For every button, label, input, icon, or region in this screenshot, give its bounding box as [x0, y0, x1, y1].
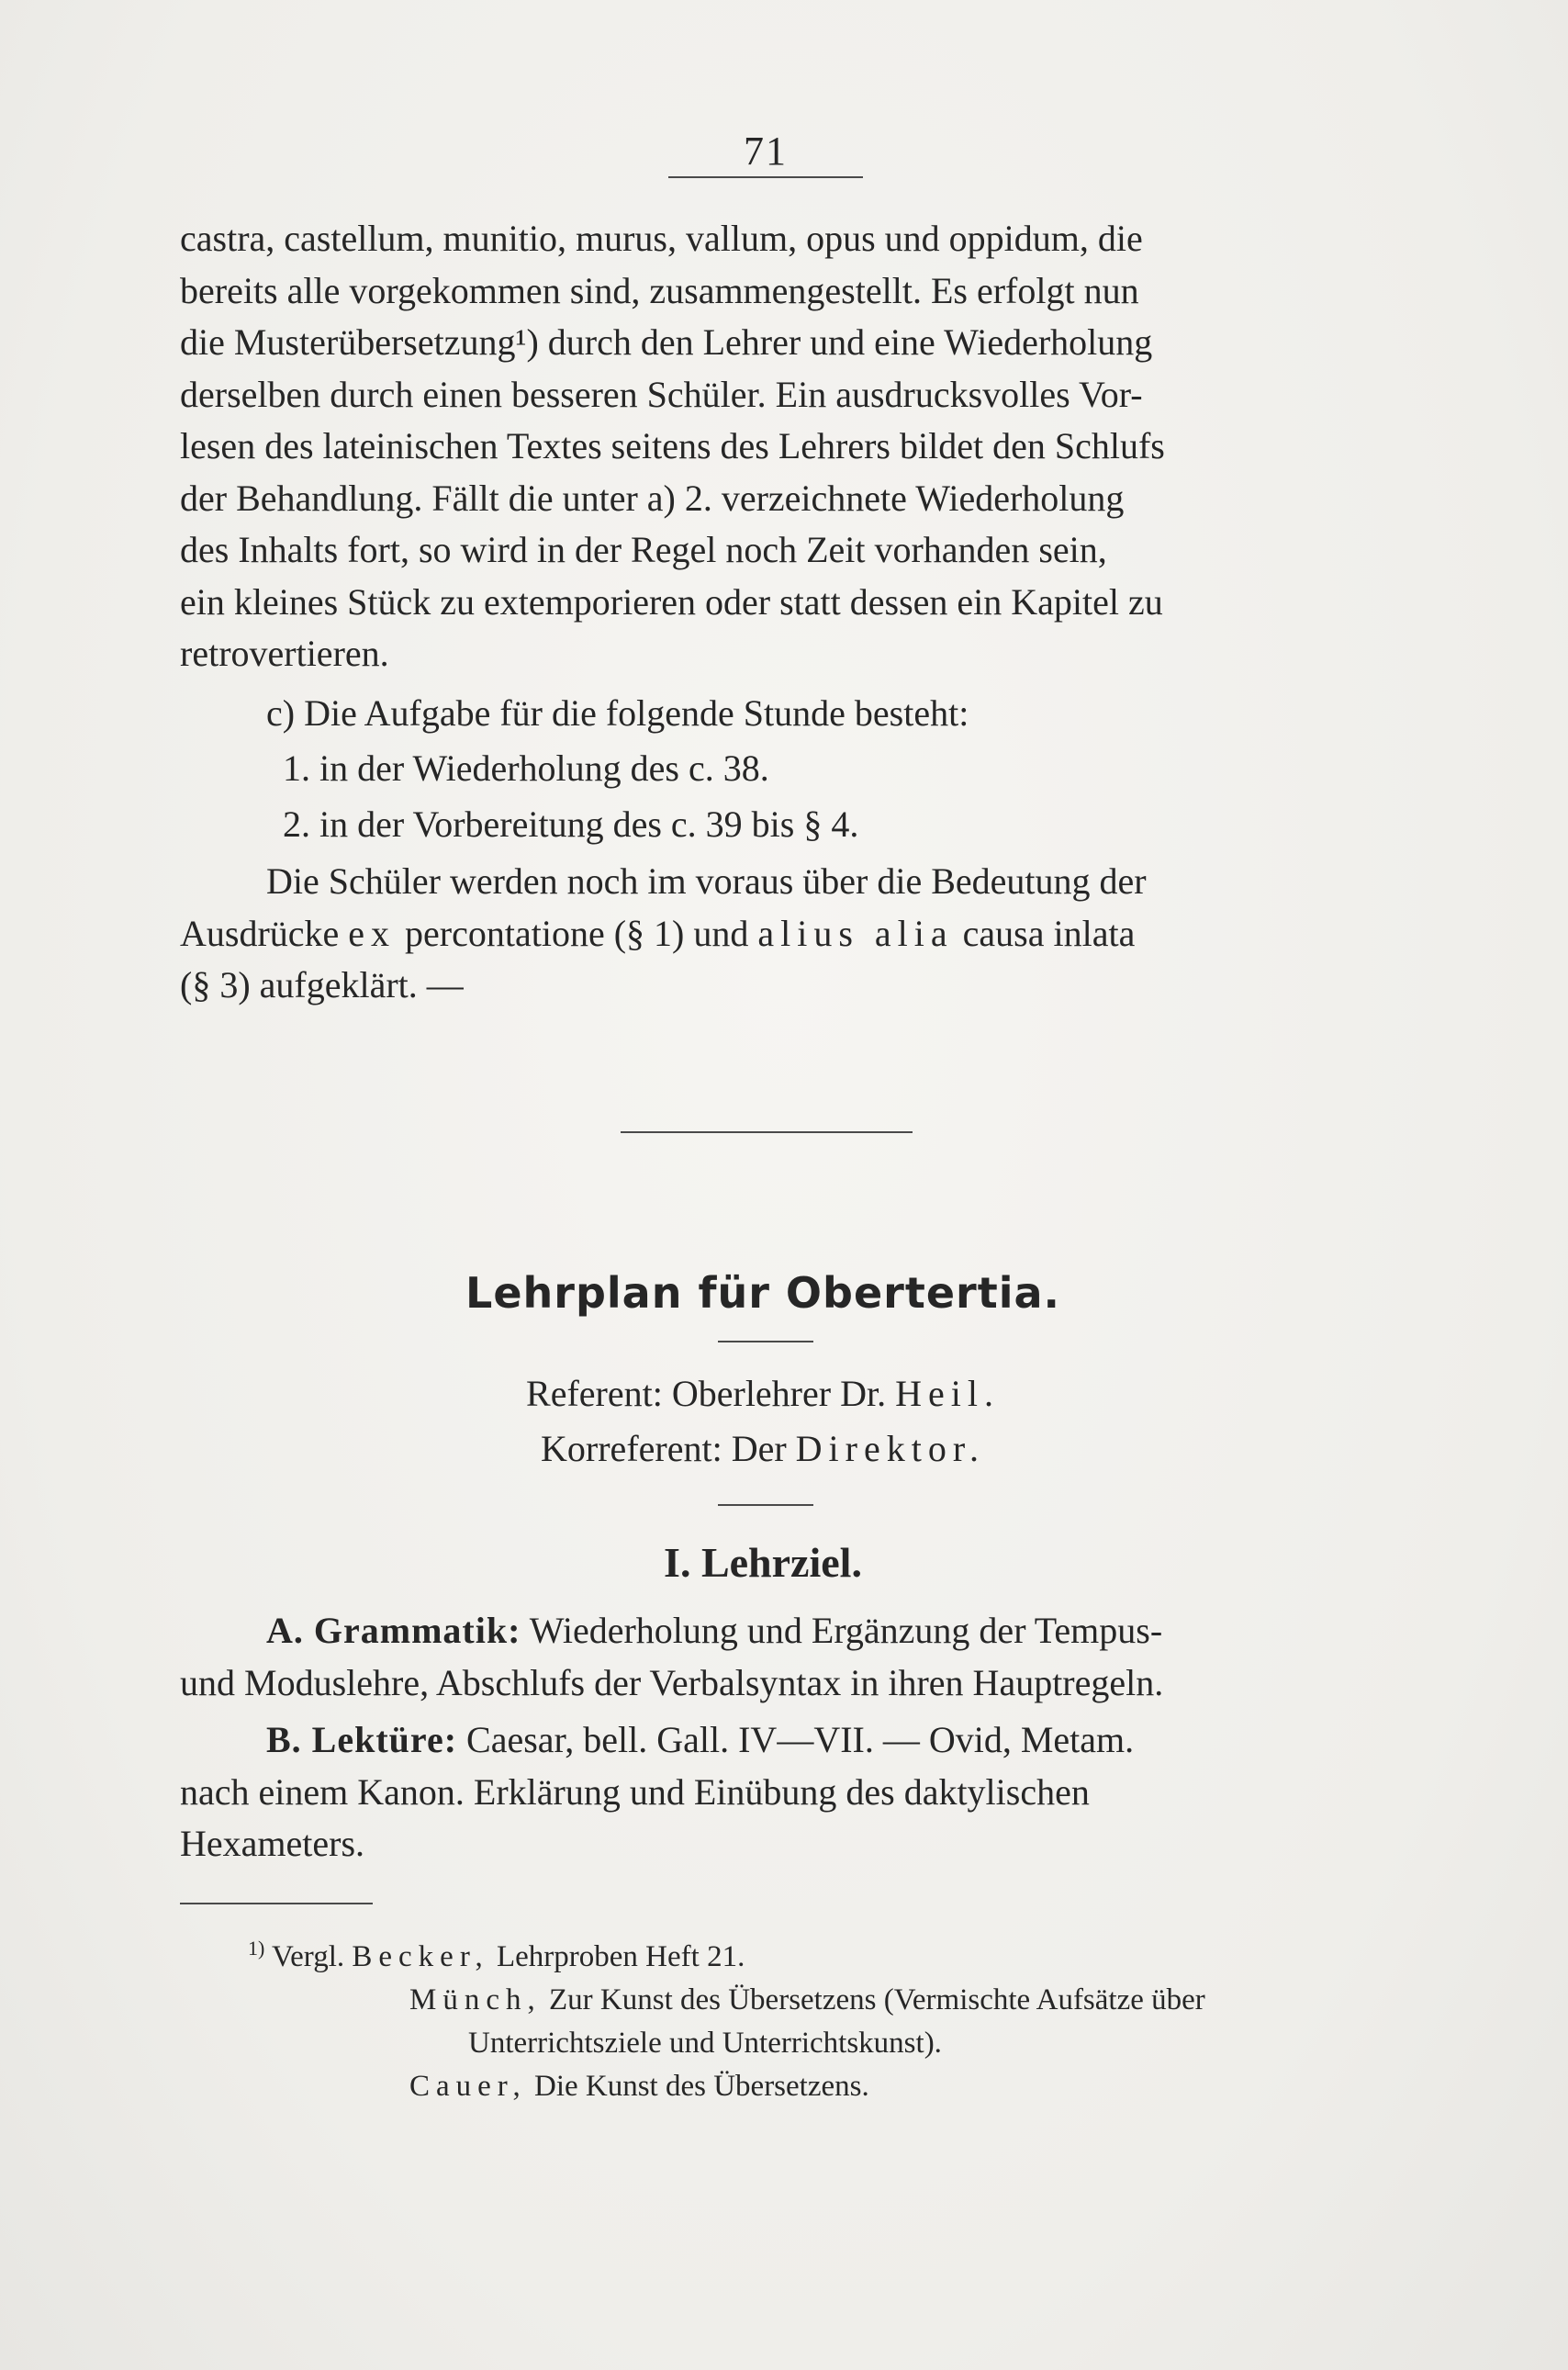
footnote-1 [248, 1926, 1350, 1979]
section-heading: I. Lehrziel. [664, 1539, 862, 1586]
footnotes [248, 1926, 1350, 2108]
referent-label: Referent: Oberlehrer Dr. [526, 1373, 887, 1414]
korreferent-name: Direktor. [795, 1428, 985, 1469]
page-number-block [668, 127, 863, 178]
text-line: lesen des lateinischen Textes seitens des Lehrers bildet den Schlufs [180, 425, 1165, 466]
text-line: die Musterübersetzung¹) durch den Lehrer und eine Wiederholung [180, 321, 1153, 363]
footnote-rule [180, 1903, 373, 1904]
footnote-2-cont: Unterrichtsziele und Unterrichtskunst). [468, 2027, 942, 2060]
spaced-text: ex [348, 912, 397, 954]
text-line: und Moduslehre, Abschlufs der Verbalsyntax in ihren Hauptregeln. [180, 1661, 1164, 1703]
footnote-marker: 1) [248, 1937, 265, 1960]
task-item-2: 2. in der Vorbereitung des c. 39 bis § 4. [283, 803, 859, 845]
grammatik-line [180, 1605, 1346, 1657]
referent-name: Heil. [895, 1373, 1000, 1414]
footnote-2 [248, 1979, 1350, 2022]
section-divider [621, 1131, 913, 1133]
text-line-emphasis [180, 908, 1346, 960]
text-span: Die Kunst des Übersetzens. [533, 2070, 869, 2103]
text-span: Ausdrücke [180, 912, 340, 954]
text-span: Vergl. [271, 1940, 345, 1973]
page-title: Lehrplan für Obertertia. [465, 1268, 1060, 1318]
text-span: percontatione (§ 1) und [405, 912, 749, 954]
grammatik-label: A. Grammatik: [266, 1610, 521, 1651]
spaced-text: alius alia [757, 912, 954, 954]
footnote-author: Münch, [409, 1983, 542, 2016]
text-line: Hexameters. [180, 1823, 365, 1864]
body-text [180, 213, 1346, 1012]
page-number: 71 [744, 129, 788, 174]
text-span: Lehrproben Heft 21. [497, 1940, 745, 1973]
korreferent-label: Korreferent: Der [541, 1428, 787, 1469]
footnote-3 [248, 2065, 1350, 2108]
footnote-author: Cauer, [409, 2070, 527, 2103]
referent-line [180, 1368, 1346, 1420]
text-span: Caesar, bell. Gall. IV—VII. — Ovid, Metam. [466, 1719, 1135, 1760]
text-line: ein kleines Stück zu extemporieren oder statt dessen ein Kapitel zu [180, 580, 1163, 623]
text-line: retrovertieren. [180, 633, 389, 674]
korreferent-line [180, 1423, 1346, 1475]
title-rule [718, 1341, 813, 1342]
text-line: des Inhalts fort, so wird in der Regel noch Zeit vorhanden sein, [180, 529, 1107, 570]
text-line: (§ 3) aufgeklärt. — [180, 964, 464, 1005]
text-line: Die Schüler werden noch im voraus über die Bedeutung der [266, 860, 1147, 902]
task-intro: c) Die Aufgabe für die folgende Stunde besteht: [266, 691, 969, 734]
task-item-1: 1. in der Wiederholung des c. 38. [283, 747, 769, 789]
text-span: causa inlata [962, 912, 1136, 954]
text-line: nach einem Kanon. Erklärung und Einübung des daktylischen [180, 1770, 1090, 1813]
text-line: bereits alle vorgekommen sind, zusammengestellt. Es erfolgt nun [180, 269, 1139, 311]
text-span: Zur Kunst des Übersetzens (Vermischte Aufsätze über [549, 1983, 1205, 2016]
lektuere-label: B. Lektüre: [266, 1719, 458, 1760]
lehrziel-text [180, 1605, 1346, 1870]
text-line: der Behandlung. Fällt die unter a) 2. verzeichnete Wiederholung [180, 477, 1125, 519]
footnote-author: Becker, [352, 1940, 489, 1973]
referent-rule [718, 1504, 813, 1506]
text-line: derselben durch einen besseren Schüler. Ein ausdrucksvolles Vor- [180, 373, 1143, 415]
text-line: castra, castellum, munitio, murus, vallum, opus und oppidum, die [180, 218, 1143, 259]
lektuere-line [180, 1714, 1346, 1767]
page-number-rule [668, 176, 863, 178]
text-span: Wiederholung und Ergänzung der Tempus- [529, 1610, 1163, 1651]
